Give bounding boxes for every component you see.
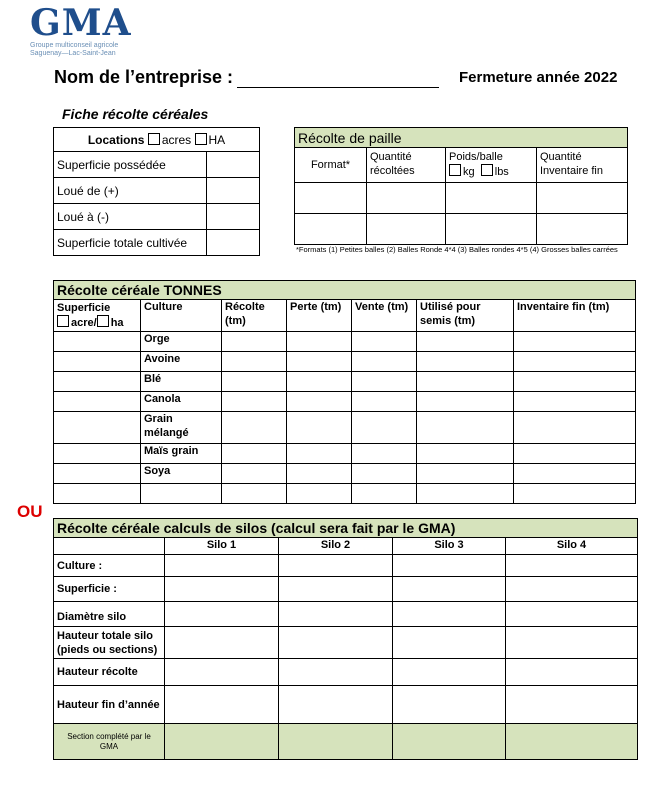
cell[interactable] — [417, 372, 514, 392]
cell[interactable] — [279, 602, 393, 627]
cell[interactable] — [446, 214, 537, 245]
cell[interactable] — [222, 464, 287, 484]
paille-table — [294, 127, 628, 245]
cell[interactable] — [352, 352, 417, 372]
row-superficie-possedee: Superficie possédée — [54, 152, 207, 178]
company-name-field — [54, 67, 439, 88]
paille-title: Récolte de paille — [295, 128, 628, 148]
col-silo-2: Silo 2 — [279, 538, 393, 555]
lbs-checkbox[interactable] — [481, 164, 493, 176]
value-cell[interactable] — [207, 152, 260, 178]
fiche-title: Fiche récolte céréales — [62, 106, 209, 122]
cell[interactable] — [222, 352, 287, 372]
cell — [54, 538, 165, 555]
cell[interactable] — [352, 484, 417, 504]
cell[interactable] — [393, 627, 506, 659]
cell[interactable] — [279, 659, 393, 686]
col-superficie — [54, 300, 141, 332]
cell[interactable] — [417, 392, 514, 412]
cell[interactable] — [287, 412, 352, 444]
cell[interactable] — [295, 183, 367, 214]
company-label: Nom de l’entreprise : — [54, 67, 234, 87]
cell[interactable] — [506, 555, 638, 577]
col-quantite: Quantité récoltées — [367, 148, 446, 183]
cell[interactable] — [514, 392, 636, 412]
cell[interactable] — [417, 484, 514, 504]
crop-canola: Canola — [141, 392, 222, 412]
acre-label: acre/ — [71, 317, 97, 329]
cell[interactable] — [165, 577, 279, 602]
cell — [165, 724, 279, 760]
cell — [279, 724, 393, 760]
row-superficie: Superficie : — [54, 577, 165, 602]
col-poids — [446, 148, 537, 183]
cell[interactable] — [417, 412, 514, 444]
cell[interactable] — [506, 577, 638, 602]
cell[interactable] — [352, 412, 417, 444]
cell[interactable] — [279, 577, 393, 602]
row-section-gma: Section complété par le GMA — [54, 724, 165, 760]
row-loue-a: Loué à (-) — [54, 204, 207, 230]
recolte-table — [53, 280, 636, 504]
row-superficie-totale: Superficie totale cultivée — [54, 230, 207, 256]
cell[interactable] — [287, 484, 352, 504]
ha2-label: ha — [110, 317, 124, 329]
cell[interactable] — [417, 332, 514, 352]
cell[interactable] — [393, 602, 506, 627]
cell[interactable] — [222, 372, 287, 392]
col-inventaire-fin: Inventaire fin (tm) — [514, 300, 636, 332]
cell[interactable] — [514, 332, 636, 352]
cell[interactable] — [141, 484, 222, 504]
crop-soya: Soya — [141, 464, 222, 484]
cell[interactable] — [279, 555, 393, 577]
kg-label: kg — [463, 166, 475, 178]
cell[interactable] — [537, 214, 628, 245]
col-format: Format* — [295, 148, 367, 183]
silos-title: Récolte céréale calculs de silos (calcul sera fait par le GMA) — [54, 519, 638, 538]
silos-table — [53, 518, 638, 760]
recolte-title: Récolte céréale TONNES — [54, 281, 636, 300]
cell[interactable] — [367, 183, 446, 214]
cell[interactable] — [287, 392, 352, 412]
acres-label: acres — [161, 132, 192, 147]
locations-header — [54, 128, 260, 152]
cell[interactable] — [514, 444, 636, 464]
cell[interactable] — [54, 352, 141, 372]
ha-checkbox[interactable] — [195, 133, 207, 145]
row-hauteur-totale: Hauteur totale silo (pieds ou sections) — [54, 627, 165, 659]
cell[interactable] — [537, 183, 628, 214]
cell[interactable] — [287, 444, 352, 464]
row-hauteur-fin: Hauteur fin d’année — [54, 686, 165, 724]
cell — [393, 724, 506, 760]
row-hauteur-recolte: Hauteur récolte — [54, 659, 165, 686]
col-culture: Culture — [141, 300, 222, 332]
col-inventaire: Quantité Inventaire fin — [537, 148, 628, 183]
cell[interactable] — [279, 627, 393, 659]
cell[interactable] — [506, 627, 638, 659]
paille-footnote: *Formats (1) Petites balles (2) Balles Ronde 4*4 (3) Balles rondes 4*5 (4) Grosses balles carrées — [296, 245, 618, 254]
cell[interactable] — [295, 214, 367, 245]
cell[interactable] — [352, 372, 417, 392]
col-silo-1: Silo 1 — [165, 538, 279, 555]
value-cell[interactable] — [207, 178, 260, 204]
cell[interactable] — [279, 686, 393, 724]
cell[interactable] — [165, 686, 279, 724]
cell[interactable] — [165, 555, 279, 577]
cell[interactable] — [54, 332, 141, 352]
cell[interactable] — [417, 444, 514, 464]
cell[interactable] — [393, 577, 506, 602]
crop-orge: Orge — [141, 332, 222, 352]
acres-checkbox[interactable] — [148, 133, 160, 145]
cell[interactable] — [222, 484, 287, 504]
ou-separator: OU — [17, 502, 43, 521]
cell[interactable] — [446, 183, 537, 214]
cell[interactable] — [417, 464, 514, 484]
company-name-input-line[interactable] — [237, 71, 439, 88]
cell[interactable] — [506, 686, 638, 724]
cell[interactable] — [514, 464, 636, 484]
cell[interactable] — [287, 372, 352, 392]
locations-table — [53, 127, 260, 256]
cell[interactable] — [54, 464, 141, 484]
cell[interactable] — [222, 412, 287, 444]
cell[interactable] — [165, 602, 279, 627]
cell[interactable] — [393, 686, 506, 724]
poids-label: Poids/balle — [449, 151, 503, 163]
crop-grain-melange: Grain mélangé — [141, 412, 222, 444]
cell[interactable] — [54, 484, 141, 504]
row-loue-de: Loué de (+) — [54, 178, 207, 204]
cell[interactable] — [222, 444, 287, 464]
cell[interactable] — [352, 392, 417, 412]
cell[interactable] — [54, 372, 141, 392]
crop-avoine: Avoine — [141, 352, 222, 372]
logo-subtitle-1: Groupe multiconseil agricole — [30, 42, 119, 49]
col-vente: Vente (tm) — [352, 300, 417, 332]
locations-title: Locations — [87, 132, 145, 147]
cell[interactable] — [514, 352, 636, 372]
cell[interactable] — [393, 555, 506, 577]
cell — [506, 724, 638, 760]
gma-logo — [30, 4, 150, 56]
crop-mais-grain: Maïs grain — [141, 444, 222, 464]
cell[interactable] — [222, 332, 287, 352]
cell[interactable] — [506, 602, 638, 627]
logo-wordmark: GMA — [30, 2, 132, 44]
cell[interactable] — [393, 659, 506, 686]
superficie-label: Superficie — [57, 302, 111, 314]
cell[interactable] — [287, 464, 352, 484]
cell[interactable] — [514, 412, 636, 444]
cell[interactable] — [54, 444, 141, 464]
acre-checkbox[interactable] — [57, 315, 69, 327]
col-recolte: Récolte (tm) — [222, 300, 287, 332]
cell[interactable] — [514, 372, 636, 392]
crop-ble: Blé — [141, 372, 222, 392]
col-silo-3: Silo 3 — [393, 538, 506, 555]
cell[interactable] — [514, 484, 636, 504]
row-diametre: Diamètre silo — [54, 602, 165, 627]
logo-subtitle-2: Saguenay—Lac-Saint-Jean — [30, 50, 116, 57]
cell[interactable] — [417, 352, 514, 372]
cell[interactable] — [352, 332, 417, 352]
cell[interactable] — [222, 392, 287, 412]
row-culture: Culture : — [54, 555, 165, 577]
cell[interactable] — [352, 464, 417, 484]
cell[interactable] — [54, 392, 141, 412]
cell[interactable] — [367, 214, 446, 245]
lbs-label: lbs — [494, 166, 509, 178]
closing-year: Fermeture année 2022 — [459, 69, 618, 86]
ha2-checkbox[interactable] — [97, 315, 109, 327]
cell[interactable] — [54, 412, 141, 444]
cell[interactable] — [287, 352, 352, 372]
cell[interactable] — [287, 332, 352, 352]
col-silo-4: Silo 4 — [506, 538, 638, 555]
value-cell[interactable] — [207, 204, 260, 230]
cell[interactable] — [506, 659, 638, 686]
cell[interactable] — [165, 627, 279, 659]
cell[interactable] — [165, 659, 279, 686]
cell[interactable] — [352, 444, 417, 464]
value-cell[interactable] — [207, 230, 260, 256]
col-utilise: Utilisé pour semis (tm) — [417, 300, 514, 332]
ha-label: HA — [208, 132, 226, 147]
col-perte: Perte (tm) — [287, 300, 352, 332]
kg-checkbox[interactable] — [449, 164, 461, 176]
